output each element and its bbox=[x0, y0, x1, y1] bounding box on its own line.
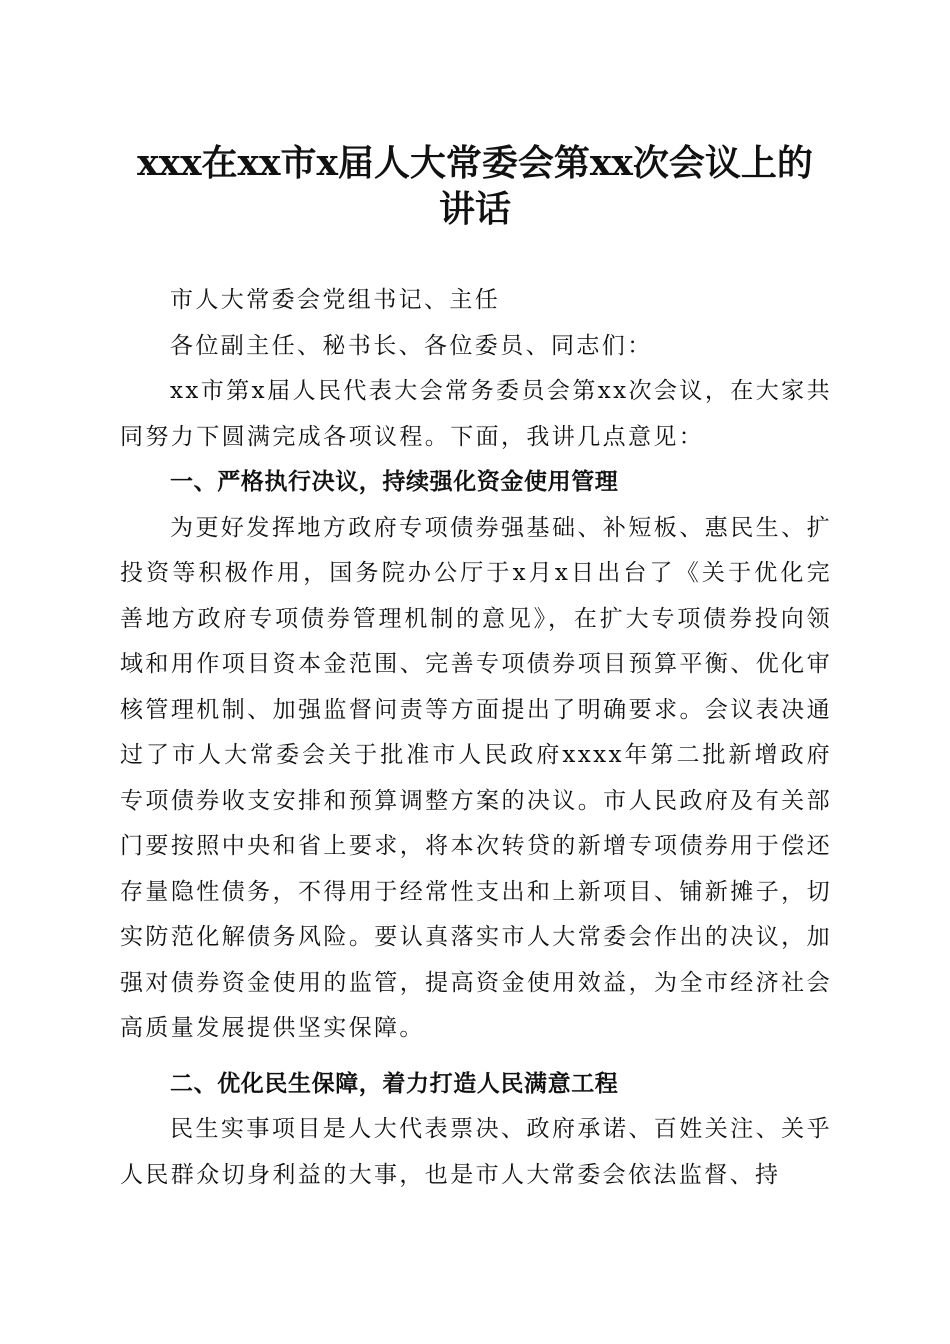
section-1-paragraph: 为更好发挥地方政府专项债券强基础、补短板、惠民生、扩投资等积极作用，国务院办公厅于x月x日出台了《关于优化完善地方政府专项债券管理机制的意见》，在扩大专项债券投向领域和用作项目资本金范围、完善专项债券项目预算平衡、优化审核管理机制、加强监督问责等方面提出了明确要求。会议表决通过了市人大常委会关于批准市人民政府xxxx年第二批新增政府专项债券收支安排和预算调整方案的决议。市人民政府及有关部门要按照中央和省上要求，将本次转贷的新增专项债券用于偿还存量隐性债务，不得用于经常性支出和上新项目、铺新摊子，切实防范化解债务风险。要认真落实市人大常委会作出的决议，加强对债券资金使用的监管，提高资金使用效益，为全市经济社会高质量发展提供坚实保障。 bbox=[120, 514, 832, 1041]
title-line-2: 讲话 bbox=[438, 188, 511, 230]
section-2-paragraph: 民生实事项目是人大代表票决、政府承诺、百姓关注、关乎人民群众切身利益的大事，也是市人大常委会依法监督、持 bbox=[120, 1116, 832, 1188]
intro-paragraph: xx市第x届人民代表大会常务委员会第xx次会议，在大家共同努力下圆满完成各项议程。下面，我讲几点意见： bbox=[120, 378, 832, 450]
speaker-line: 市人大常委会党组书记、主任 bbox=[170, 287, 501, 313]
document-body bbox=[120, 278, 832, 1198]
section-1-heading: 一、严格执行决议，持续强化资金使用管理 bbox=[170, 469, 619, 495]
document-title bbox=[100, 140, 850, 232]
salutation-line: 各位副主任、秘书长、各位委员、同志们： bbox=[170, 332, 653, 359]
title-line-1: xxx在xx市x届人大常委会第xx次会议上的 bbox=[137, 142, 813, 184]
section-2-heading: 二、优化民生保障，着力打造人民满意工程 bbox=[170, 1070, 619, 1097]
